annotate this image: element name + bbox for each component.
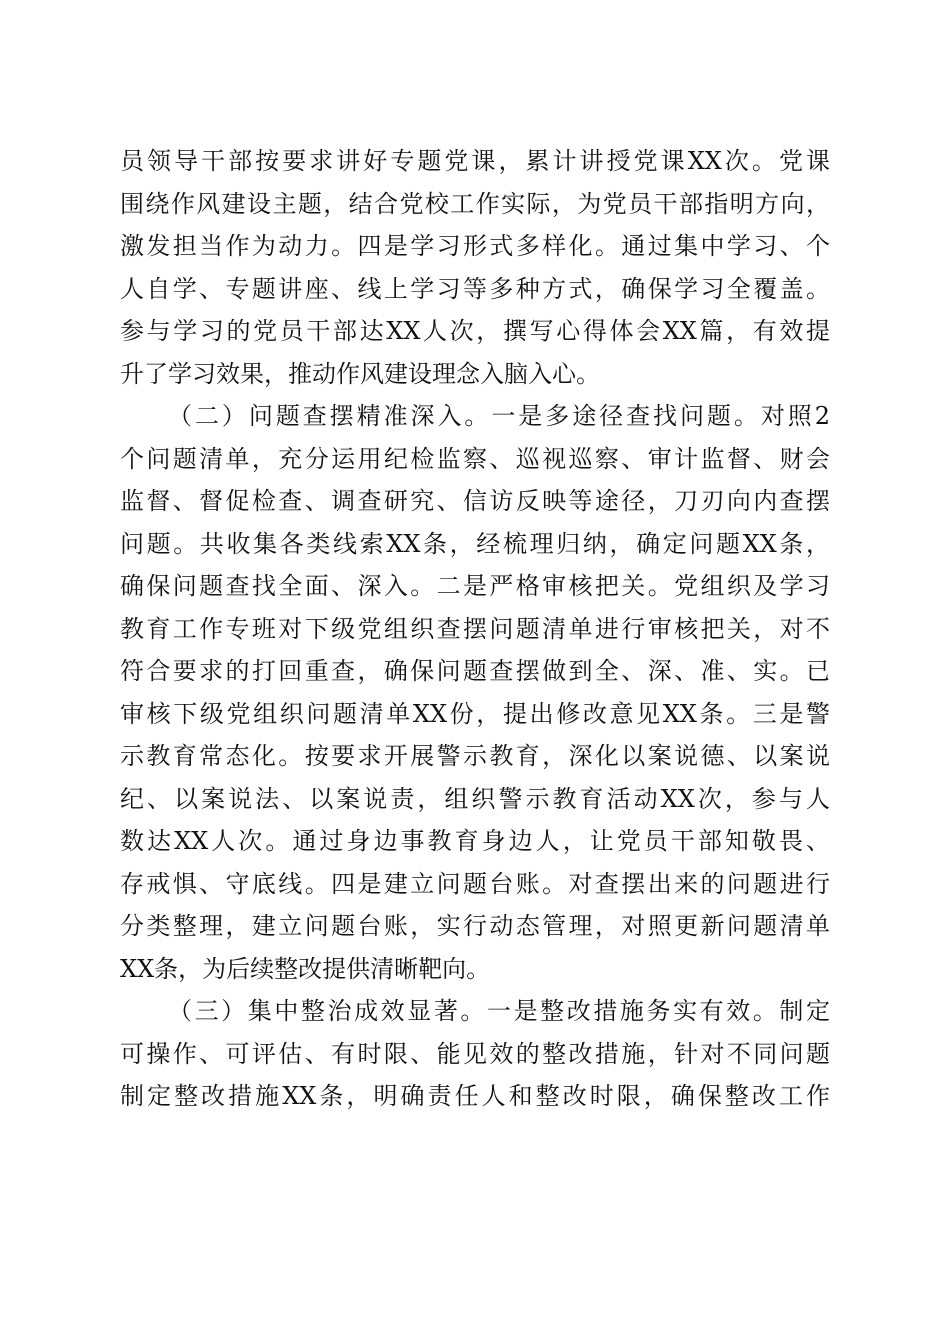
paragraph-1 (120, 140, 830, 395)
text-line: 可操作、可评估、有时限、能见效的整改措施，针对不同问题 (120, 1039, 830, 1068)
text-line: 围绕作风建设主题，结合党校工作实际，为党员干部指明方向， (120, 189, 830, 218)
paragraph-2 (120, 395, 830, 990)
text-line: 制定整改措施XX条，明确责任人和整改时限，确保整改工作 (120, 1082, 830, 1110)
text-line: 符合要求的打回重查，确保问题查摆做到全、深、准、实。已 (120, 657, 830, 685)
text-line: 个问题清单，充分运用纪检监察、巡视巡察、审计监督、财会 (120, 444, 830, 473)
text-line: 问题。共收集各类线索XX条，经梳理归纳，确定问题XX条， (120, 529, 830, 558)
text-line: XX条，为后续整改提供清晰靶向。 (120, 954, 491, 983)
text-line: 监督、督促检查、调查研究、信访反映等途径，刀刃向内查摆 (120, 487, 830, 515)
text-line: 数达XX人次。通过身边事教育身边人，让党员干部知敬畏、 (120, 827, 830, 855)
text-line: 审核下级党组织问题清单XX份，提出修改意见XX条。三是警 (120, 699, 830, 728)
text-line: 纪、以案说法、以案说责，组织警示教育活动XX次，参与人 (120, 784, 830, 813)
paragraph-3 (120, 990, 830, 1118)
text-line: 参与学习的党员干部达XX人次，撰写心得体会XX篇，有效提 (120, 317, 830, 345)
text-line: 分类整理，建立问题台账，实行动态管理，对照更新问题清单 (120, 912, 830, 940)
text-line: 激发担当作为动力。四是学习形式多样化。通过集中学习、个 (120, 232, 830, 260)
text-line: 人自学、专题讲座、线上学习等多种方式，确保学习全覆盖。 (120, 274, 830, 303)
text-line: 员领导干部按要求讲好专题党课，累计讲授党课XX次。党课 (120, 147, 830, 175)
document-body (120, 140, 830, 1118)
text-line: （二）问题查摆精准深入。一是多途径查找问题。对照2 (168, 402, 830, 430)
text-line: 教育工作专班对下级党组织查摆问题清单进行审核把关，对不 (120, 614, 830, 643)
text-line: 升了学习效果，推动作风建设理念入脑入心。 (120, 359, 600, 388)
text-line: 确保问题查找全面、深入。二是严格审核把关。党组织及学习 (120, 572, 830, 600)
text-line: 示教育常态化。按要求开展警示教育，深化以案说德、以案说 (120, 742, 830, 770)
text-line: （三）集中整治成效显著。一是整改措施务实有效。制定 (168, 997, 830, 1025)
text-line: 存戒惧、守底线。四是建立问题台账。对查摆出来的问题进行 (120, 869, 830, 898)
